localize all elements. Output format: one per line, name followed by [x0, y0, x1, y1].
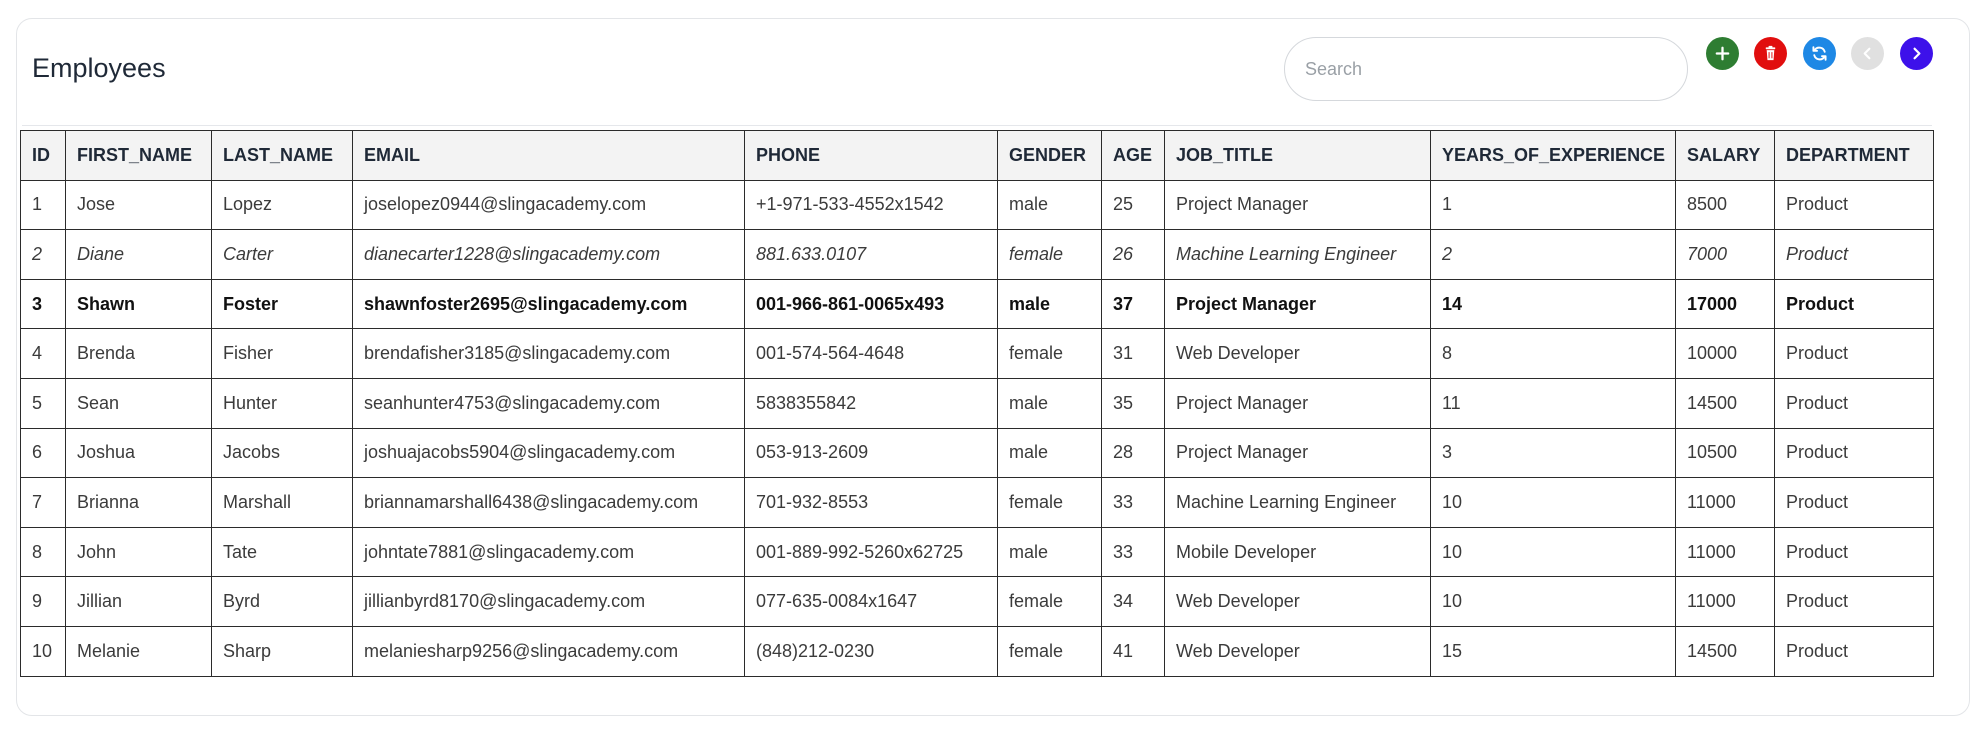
cell-phone: 881.633.0107: [745, 230, 998, 280]
cell-salary: 7000: [1676, 230, 1775, 280]
cell-last-name: Marshall: [212, 478, 353, 528]
column-header-salary[interactable]: SALARY: [1676, 131, 1775, 181]
cell-salary: 11000: [1676, 577, 1775, 627]
cell-department: Product: [1775, 279, 1934, 329]
cell-job-title: Project Manager: [1165, 180, 1431, 230]
table-row[interactable]: [21, 428, 1934, 478]
cell-last-name: Tate: [212, 527, 353, 577]
cell-department: Product: [1775, 577, 1934, 627]
cell-email: brendafisher3185@slingacademy.com: [353, 329, 745, 379]
cell-age: 37: [1102, 279, 1165, 329]
cell-gender: female: [998, 626, 1102, 676]
plus-icon: [1713, 44, 1732, 63]
cell-first-name: John: [66, 527, 212, 577]
column-header-department[interactable]: DEPARTMENT: [1775, 131, 1934, 181]
delete-button[interactable]: [1754, 37, 1787, 70]
cell-age: 25: [1102, 180, 1165, 230]
cell-first-name: Diane: [66, 230, 212, 280]
cell-phone: 077-635-0084x1647: [745, 577, 998, 627]
cell-phone: +1-971-533-4552x1542: [745, 180, 998, 230]
cell-gender: male: [998, 428, 1102, 478]
cell-phone: (848)212-0230: [745, 626, 998, 676]
cell-email: briannamarshall6438@slingacademy.com: [353, 478, 745, 528]
next-page-button[interactable]: [1900, 37, 1933, 70]
cell-id: 1: [21, 180, 66, 230]
cell-id: 9: [21, 577, 66, 627]
cell-years-of-experience: 14: [1431, 279, 1676, 329]
cell-age: 31: [1102, 329, 1165, 379]
column-header-gender[interactable]: GENDER: [998, 131, 1102, 181]
cell-department: Product: [1775, 428, 1934, 478]
cell-first-name: Brenda: [66, 329, 212, 379]
cell-id: 10: [21, 626, 66, 676]
cell-last-name: Carter: [212, 230, 353, 280]
cell-id: 4: [21, 329, 66, 379]
table-row[interactable]: [21, 329, 1934, 379]
cell-job-title: Machine Learning Engineer: [1165, 478, 1431, 528]
cell-first-name: Melanie: [66, 626, 212, 676]
table-header-row: [21, 131, 1934, 181]
cell-first-name: Joshua: [66, 428, 212, 478]
cell-first-name: Shawn: [66, 279, 212, 329]
cell-email: joshuajacobs5904@slingacademy.com: [353, 428, 745, 478]
cell-last-name: Foster: [212, 279, 353, 329]
cell-phone: 701-932-8553: [745, 478, 998, 528]
cell-phone: 001-889-992-5260x62725: [745, 527, 998, 577]
column-header-phone[interactable]: PHONE: [745, 131, 998, 181]
column-header-age[interactable]: AGE: [1102, 131, 1165, 181]
search-input[interactable]: [1284, 37, 1688, 101]
cell-last-name: Sharp: [212, 626, 353, 676]
cell-department: Product: [1775, 527, 1934, 577]
cell-years-of-experience: 10: [1431, 527, 1676, 577]
cell-email: johntate7881@slingacademy.com: [353, 527, 745, 577]
cell-department: Product: [1775, 230, 1934, 280]
cell-department: Product: [1775, 329, 1934, 379]
column-header-last-name[interactable]: LAST_NAME: [212, 131, 353, 181]
cell-phone: 053-913-2609: [745, 428, 998, 478]
cell-job-title: Project Manager: [1165, 279, 1431, 329]
cell-email: melaniesharp9256@slingacademy.com: [353, 626, 745, 676]
cell-department: Product: [1775, 180, 1934, 230]
cell-gender: male: [998, 378, 1102, 428]
cell-salary: 10500: [1676, 428, 1775, 478]
chevron-left-icon: [1858, 44, 1877, 63]
chevron-right-icon: [1907, 44, 1926, 63]
cell-job-title: Project Manager: [1165, 428, 1431, 478]
cell-years-of-experience: 3: [1431, 428, 1676, 478]
cell-first-name: Jillian: [66, 577, 212, 627]
cell-job-title: Project Manager: [1165, 378, 1431, 428]
table-row[interactable]: [21, 180, 1934, 230]
cell-id: 2: [21, 230, 66, 280]
cell-years-of-experience: 1: [1431, 180, 1676, 230]
cell-gender: male: [998, 527, 1102, 577]
cell-email: shawnfoster2695@slingacademy.com: [353, 279, 745, 329]
cell-salary: 17000: [1676, 279, 1775, 329]
refresh-button[interactable]: [1803, 37, 1836, 70]
cell-gender: male: [998, 279, 1102, 329]
cell-email: joselopez0944@slingacademy.com: [353, 180, 745, 230]
cell-years-of-experience: 2: [1431, 230, 1676, 280]
cell-gender: female: [998, 577, 1102, 627]
cell-years-of-experience: 8: [1431, 329, 1676, 379]
cell-salary: 14500: [1676, 378, 1775, 428]
column-header-years-of-experience[interactable]: YEARS_OF_EXPERIENCE: [1431, 131, 1676, 181]
cell-email: seanhunter4753@slingacademy.com: [353, 378, 745, 428]
table-row[interactable]: [21, 527, 1934, 577]
cell-last-name: Hunter: [212, 378, 353, 428]
cell-age: 41: [1102, 626, 1165, 676]
page-title: Employees: [32, 53, 166, 83]
column-header-first-name[interactable]: FIRST_NAME: [66, 131, 212, 181]
cell-age: 28: [1102, 428, 1165, 478]
table-row[interactable]: [21, 577, 1934, 627]
cell-job-title: Web Developer: [1165, 577, 1431, 627]
cell-last-name: Lopez: [212, 180, 353, 230]
cell-gender: female: [998, 478, 1102, 528]
employees-table: [20, 130, 1934, 677]
cell-department: Product: [1775, 626, 1934, 676]
cell-salary: 10000: [1676, 329, 1775, 379]
cell-gender: female: [998, 329, 1102, 379]
cell-phone: 001-966-861-0065x493: [745, 279, 998, 329]
cell-gender: male: [998, 180, 1102, 230]
cell-first-name: Sean: [66, 378, 212, 428]
column-header-job-title[interactable]: JOB_TITLE: [1165, 131, 1431, 181]
cell-gender: female: [998, 230, 1102, 280]
cell-salary: 14500: [1676, 626, 1775, 676]
cell-first-name: Jose: [66, 180, 212, 230]
cell-last-name: Byrd: [212, 577, 353, 627]
table-row[interactable]: [21, 626, 1934, 676]
previous-page-button[interactable]: [1851, 37, 1884, 70]
column-header-id[interactable]: ID: [21, 131, 66, 181]
cell-salary: 8500: [1676, 180, 1775, 230]
cell-id: 8: [21, 527, 66, 577]
cell-job-title: Web Developer: [1165, 626, 1431, 676]
cell-years-of-experience: 15: [1431, 626, 1676, 676]
cell-email: jillianbyrd8170@slingacademy.com: [353, 577, 745, 627]
cell-years-of-experience: 10: [1431, 478, 1676, 528]
trash-icon: [1761, 44, 1780, 63]
cell-id: 3: [21, 279, 66, 329]
cell-phone: 001-574-564-4648: [745, 329, 998, 379]
cell-age: 33: [1102, 478, 1165, 528]
cell-department: Product: [1775, 478, 1934, 528]
cell-job-title: Mobile Developer: [1165, 527, 1431, 577]
header-divider: [22, 125, 1932, 126]
cell-id: 7: [21, 478, 66, 528]
cell-age: 35: [1102, 378, 1165, 428]
table-row[interactable]: [21, 279, 1934, 329]
cell-age: 26: [1102, 230, 1165, 280]
refresh-icon: [1810, 44, 1829, 63]
cell-job-title: Machine Learning Engineer: [1165, 230, 1431, 280]
cell-salary: 11000: [1676, 527, 1775, 577]
cell-email: dianecarter1228@slingacademy.com: [353, 230, 745, 280]
cell-first-name: Brianna: [66, 478, 212, 528]
cell-last-name: Jacobs: [212, 428, 353, 478]
table-row[interactable]: [21, 230, 1934, 280]
table-row[interactable]: [21, 378, 1934, 428]
cell-id: 6: [21, 428, 66, 478]
cell-salary: 11000: [1676, 478, 1775, 528]
cell-last-name: Fisher: [212, 329, 353, 379]
cell-years-of-experience: 11: [1431, 378, 1676, 428]
cell-age: 34: [1102, 577, 1165, 627]
column-header-email[interactable]: EMAIL: [353, 131, 745, 181]
add-button[interactable]: [1706, 37, 1739, 70]
cell-job-title: Web Developer: [1165, 329, 1431, 379]
cell-id: 5: [21, 378, 66, 428]
cell-years-of-experience: 10: [1431, 577, 1676, 627]
cell-department: Product: [1775, 378, 1934, 428]
cell-phone: 5838355842: [745, 378, 998, 428]
cell-age: 33: [1102, 527, 1165, 577]
table-row[interactable]: [21, 478, 1934, 528]
